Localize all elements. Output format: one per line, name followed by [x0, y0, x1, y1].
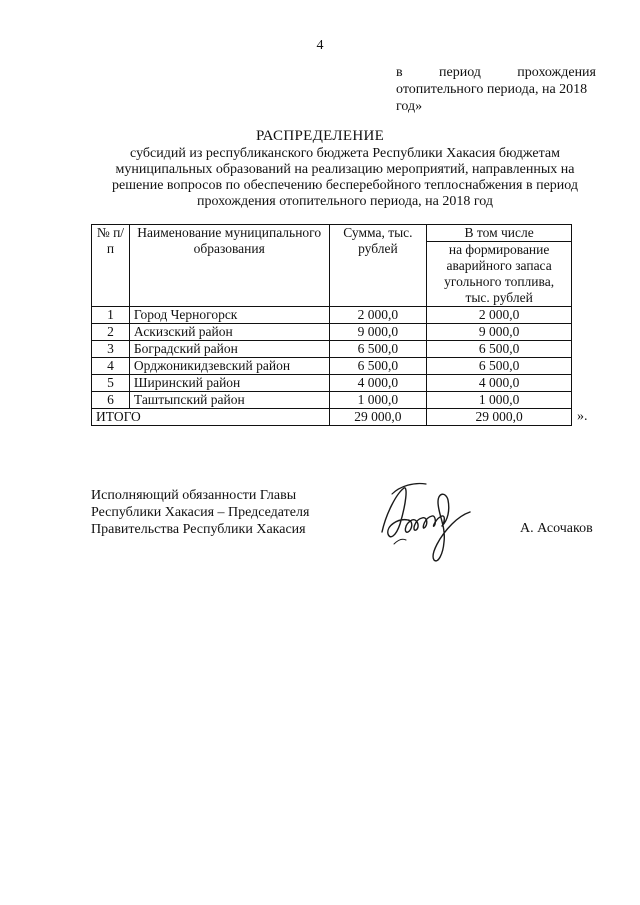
row-name: Боградский район — [129, 341, 329, 358]
table-row — [92, 375, 572, 392]
row-name: Аскизский район — [129, 324, 329, 341]
header-name: Наименование муниципального образования — [129, 225, 329, 307]
row-name: Город Черногорск — [129, 307, 329, 324]
header-note — [396, 64, 596, 115]
row-sum: 6 500,0 — [329, 358, 427, 375]
row-fuel: 9 000,0 — [427, 324, 572, 341]
page-number: 4 — [316, 38, 324, 53]
header-note-word: в — [396, 65, 403, 80]
row-num: 3 — [92, 341, 130, 358]
table-row — [92, 341, 572, 358]
row-sum: 2 000,0 — [329, 307, 427, 324]
document-subtitle: субсидий из республиканского бюджета Республики Хакасия бюджетам муниципальных образований на реализацию мероприятий, направленных на решение вопросов по обеспечению бесперебойного теплоснабжения в период прохождения отопительного периода, на 2018 год — [112, 146, 578, 209]
total-fuel: 29 000,0 — [427, 409, 572, 426]
total-sum: 29 000,0 — [329, 409, 427, 426]
row-fuel: 6 500,0 — [427, 341, 572, 358]
header-fuel: на формирование аварийного запаса угольного топлива, тыс. рублей — [427, 242, 572, 307]
row-sum: 1 000,0 — [329, 392, 427, 409]
total-label: ИТОГО — [92, 409, 330, 426]
document-title: РАСПРЕДЕЛЕНИЕ — [255, 128, 385, 144]
table-body — [92, 307, 572, 409]
row-fuel: 2 000,0 — [427, 307, 572, 324]
row-fuel: 4 000,0 — [427, 375, 572, 392]
row-num: 1 — [92, 307, 130, 324]
signer-line: Правительства Республики Хакасия — [91, 522, 306, 537]
row-name: Орджоникидзевский район — [129, 358, 329, 375]
header-note-word: период — [439, 65, 481, 80]
table-row — [92, 358, 572, 375]
row-fuel: 1 000,0 — [427, 392, 572, 409]
signer-position — [91, 487, 371, 538]
signer-line: Республики Хакасия – Председателя — [91, 505, 310, 520]
header-sum: Сумма, тыс. рублей — [329, 225, 427, 307]
table-row — [92, 392, 572, 409]
header-note-line3: год» — [396, 99, 423, 114]
handwritten-signature — [374, 474, 484, 570]
row-num: 4 — [92, 358, 130, 375]
subsidy-table — [91, 224, 572, 426]
header-num: № п/п — [92, 225, 130, 307]
row-name: Таштыпский район — [129, 392, 329, 409]
table-header-row — [92, 225, 572, 242]
row-num: 5 — [92, 375, 130, 392]
row-fuel: 6 500,0 — [427, 358, 572, 375]
table-row — [92, 307, 572, 324]
closing-quote: ». — [577, 409, 588, 424]
row-name: Ширинский район — [129, 375, 329, 392]
header-note-word: прохождения — [517, 65, 596, 80]
signer-line: Исполняющий обязанности Главы — [91, 488, 297, 503]
header-note-line1 — [396, 64, 596, 81]
table-row — [92, 324, 572, 341]
row-sum: 4 000,0 — [329, 375, 427, 392]
row-num: 6 — [92, 392, 130, 409]
signer-name: А. Асочаков — [520, 521, 593, 536]
header-including: В том числе — [427, 225, 572, 242]
table-total-row — [92, 409, 572, 426]
header-note-line2: отопительного периода, на 2018 — [396, 82, 588, 97]
row-sum: 6 500,0 — [329, 341, 427, 358]
row-num: 2 — [92, 324, 130, 341]
row-sum: 9 000,0 — [329, 324, 427, 341]
